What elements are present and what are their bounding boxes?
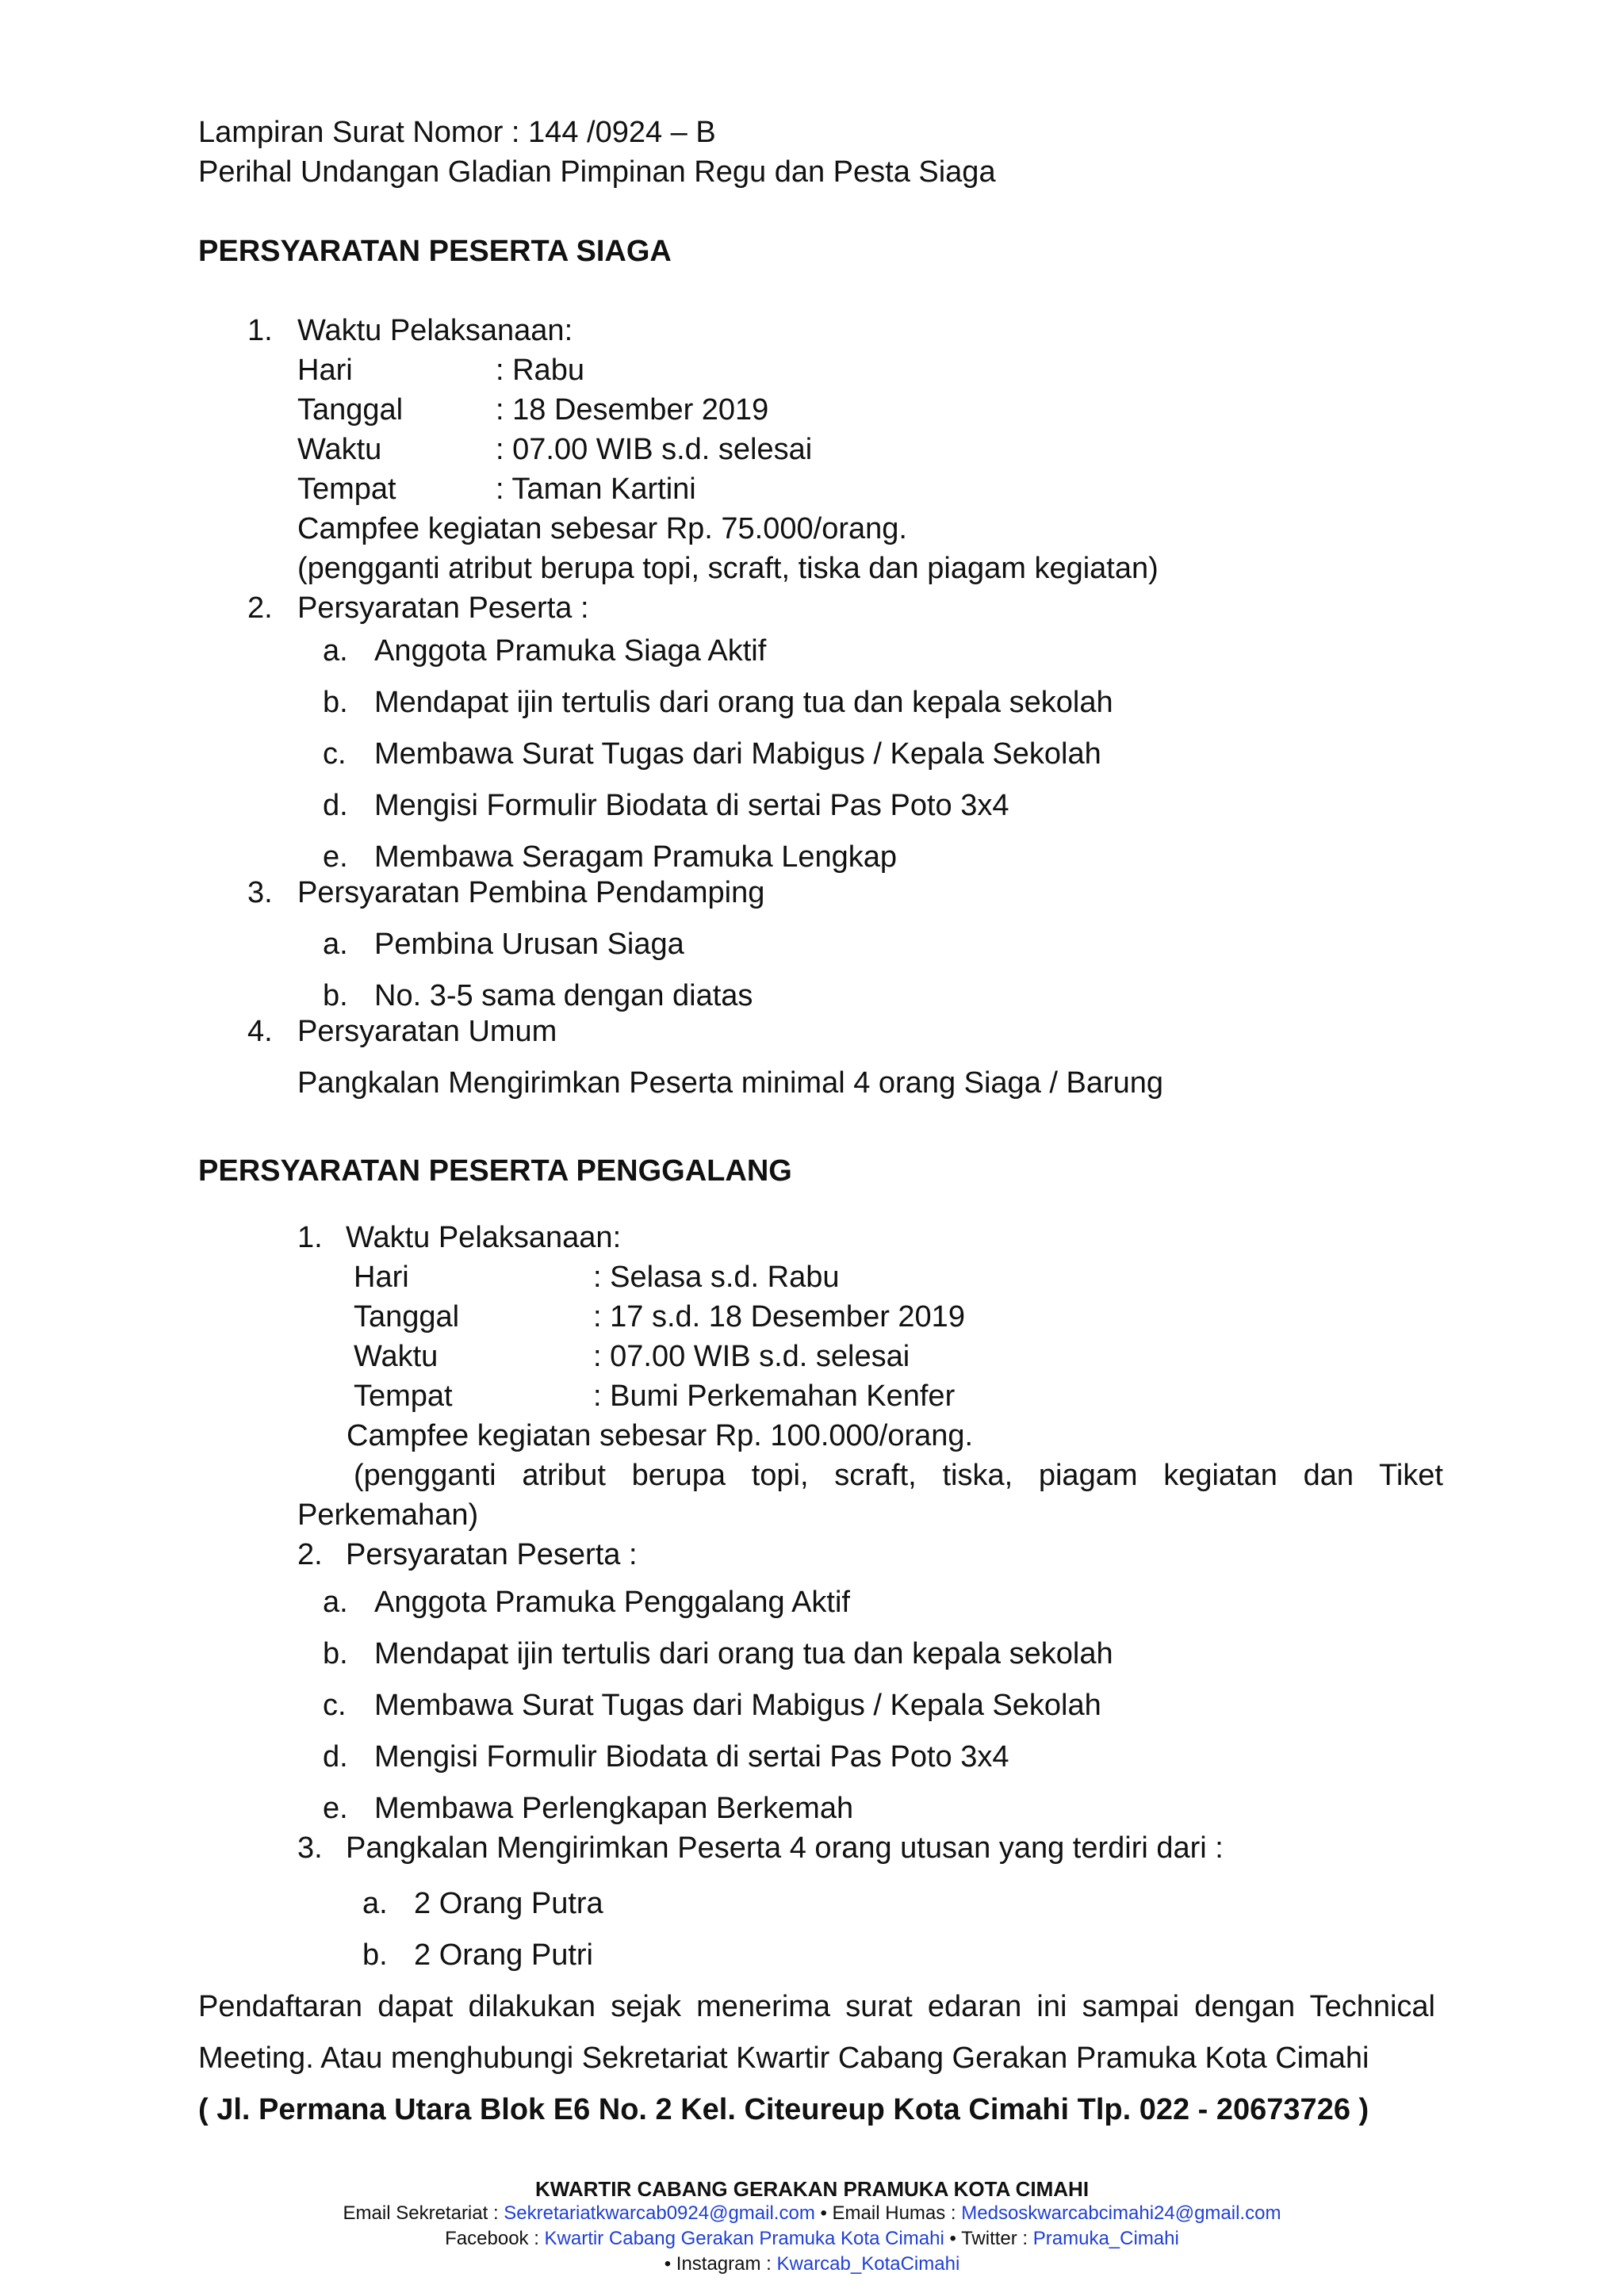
siaga-req-c-letter: c. — [323, 737, 347, 771]
siaga-pembina-b: No. 3-5 sama dengan diatas — [374, 979, 753, 1012]
penggalang-campfee-note-line1: (pengganti atribut berupa topi, scraft, tiska, piagam kegiatan dan Tiket — [354, 1459, 1443, 1492]
penggalang-item-3-number: 3. — [297, 1831, 323, 1865]
lampiran-line: Lampiran Surat Nomor : 144 /0924 – B — [198, 116, 716, 149]
penggalang-waktu-key: Waktu — [354, 1340, 439, 1373]
penggalang-item-3-label: Pangkalan Mengirimkan Peserta 4 orang utusan yang terdiri dari : — [346, 1831, 1224, 1865]
email-humas-label: • Email Humas : — [814, 2202, 962, 2224]
siaga-item-1-number: 1. — [247, 314, 273, 347]
siaga-req-a: Anggota Pramuka Siaga Aktif — [374, 634, 767, 668]
footer-org-name: KWARTIR CABANG GERAKAN PRAMUKA KOTA CIMAHI — [534, 2177, 1090, 2201]
penggalang-req-c: Membawa Surat Tugas dari Mabigus / Kepala Sekolah — [374, 1689, 1101, 1722]
penggalang-req-d: Mengisi Formulir Biodata di sertai Pas Poto 3x4 — [374, 1740, 1009, 1774]
siaga-req-b: Mendapat ijin tertulis dari orang tua dan kepala sekolah — [374, 686, 1113, 719]
penggalang-waktu-value: : 07.00 WIB s.d. selesai — [593, 1340, 910, 1373]
penggalang-utusan-b-letter: b. — [362, 1938, 388, 1972]
siaga-waktu-value: : 07.00 WIB s.d. selesai — [496, 433, 813, 466]
siaga-pembina-a-letter: a. — [323, 928, 348, 961]
siaga-req-c: Membawa Surat Tugas dari Mabigus / Kepala Sekolah — [374, 737, 1101, 771]
penggalang-item-2-label: Persyaratan Peserta : — [346, 1538, 638, 1571]
closing-line-2: Meeting. Atau menghubungi Sekretariat Kwartir Cabang Gerakan Pramuka Kota Cimahi — [198, 2042, 1369, 2075]
siaga-req-b-letter: b. — [323, 686, 348, 719]
penggalang-utusan-b: 2 Orang Putri — [414, 1938, 593, 1972]
siaga-item-3-number: 3. — [247, 876, 273, 909]
email-secretariat-label: Email Sekretariat : — [343, 2202, 504, 2224]
footer-instagram-line — [0, 2252, 1624, 2277]
siaga-item-2-number: 2. — [247, 591, 273, 625]
siaga-tempat-value: : Taman Kartini — [496, 473, 696, 506]
siaga-req-d-letter: d. — [323, 789, 348, 822]
siaga-item-1-label: Waktu Pelaksanaan: — [297, 314, 573, 347]
siaga-tanggal-value: : 18 Desember 2019 — [496, 393, 769, 427]
siaga-req-e: Membawa Seragam Pramuka Lengkap — [374, 840, 898, 874]
penggalang-req-e: Membawa Perlengkapan Berkemah — [374, 1792, 854, 1825]
penggalang-req-b-letter: b. — [323, 1637, 348, 1670]
perihal-line: Perihal Undangan Gladian Pimpinan Regu dan Pesta Siaga — [198, 155, 996, 189]
siaga-hari-key: Hari — [297, 354, 353, 387]
penggalang-tempat-value: : Bumi Perkemahan Kenfer — [593, 1380, 956, 1413]
penggalang-req-c-letter: c. — [323, 1689, 347, 1722]
facebook-label: Facebook : — [445, 2228, 545, 2249]
siaga-pembina-a: Pembina Urusan Siaga — [374, 928, 684, 961]
siaga-pembina-b-letter: b. — [323, 979, 348, 1012]
penggalang-section-title: PERSYARATAN PESERTA PENGGALANG — [198, 1154, 792, 1188]
penggalang-hari-key: Hari — [354, 1261, 409, 1294]
siaga-item-3-label: Persyaratan Pembina Pendamping — [297, 876, 765, 909]
footer-email-line — [0, 2201, 1624, 2226]
siaga-item-4-number: 4. — [247, 1015, 273, 1048]
penggalang-req-a-letter: a. — [323, 1586, 348, 1619]
closing-line-1: Pendaftaran dapat dilakukan sejak menerima surat edaran ini sampai dengan Technical — [198, 1990, 1435, 2023]
siaga-campfee: Campfee kegiatan sebesar Rp. 75.000/orang. — [297, 512, 907, 545]
instagram-label: • Instagram : — [664, 2253, 777, 2275]
twitter-link[interactable]: Pramuka_Cimahi — [1032, 2228, 1179, 2249]
siaga-campfee-note: (pengganti atribut berupa topi, scraft, tiska dan piagam kegiatan) — [297, 552, 1159, 585]
siaga-section-title: PERSYARATAN PESERTA SIAGA — [198, 235, 672, 268]
footer-social-line — [0, 2226, 1624, 2252]
penggalang-campfee-note-line2: Perkemahan) — [297, 1498, 479, 1532]
penggalang-utusan-a-letter: a. — [362, 1887, 388, 1920]
facebook-link[interactable]: Kwartir Cabang Gerakan Pramuka Kota Cimahi — [544, 2228, 944, 2249]
siaga-req-a-letter: a. — [323, 634, 348, 668]
penggalang-tempat-key: Tempat — [354, 1380, 453, 1413]
penggalang-item-1-number: 1. — [297, 1221, 323, 1254]
penggalang-item-2-number: 2. — [297, 1538, 323, 1571]
penggalang-req-e-letter: e. — [323, 1792, 348, 1825]
siaga-item-2-label: Persyaratan Peserta : — [297, 591, 589, 625]
siaga-req-d: Mengisi Formulir Biodata di sertai Pas Poto 3x4 — [374, 789, 1009, 822]
siaga-hari-value: : Rabu — [496, 354, 584, 387]
penggalang-req-b: Mendapat ijin tertulis dari orang tua dan kepala sekolah — [374, 1637, 1113, 1670]
siaga-req-e-letter: e. — [323, 840, 348, 874]
penggalang-item-1-label: Waktu Pelaksanaan: — [346, 1221, 622, 1254]
secretariat-address: ( Jl. Permana Utara Blok E6 No. 2 Kel. Citeureup Kota Cimahi Tlp. 022 - 20673726 ) — [198, 2093, 1369, 2126]
penggalang-utusan-a: 2 Orang Putra — [414, 1887, 603, 1920]
siaga-item-4-label: Persyaratan Umum — [297, 1015, 557, 1048]
twitter-label: • Twitter : — [944, 2228, 1033, 2249]
instagram-link[interactable]: Kwarcab_KotaCimahi — [776, 2253, 960, 2275]
siaga-umum-text: Pangkalan Mengirimkan Peserta minimal 4 orang Siaga / Barung — [297, 1066, 1164, 1100]
penggalang-req-a: Anggota Pramuka Penggalang Aktif — [374, 1586, 850, 1619]
penggalang-tanggal-value: : 17 s.d. 18 Desember 2019 — [593, 1300, 965, 1334]
penggalang-req-d-letter: d. — [323, 1740, 348, 1774]
penggalang-hari-value: : Selasa s.d. Rabu — [593, 1261, 840, 1294]
email-humas-link[interactable]: Medsoskwarcabcimahi24@gmail.com — [961, 2202, 1281, 2224]
penggalang-campfee: Campfee kegiatan sebesar Rp. 100.000/orang. — [347, 1419, 974, 1452]
siaga-tempat-key: Tempat — [297, 473, 396, 506]
siaga-waktu-key: Waktu — [297, 433, 382, 466]
email-secretariat-link[interactable]: Sekretariatkwarcab0924@gmail.com — [504, 2202, 815, 2224]
penggalang-tanggal-key: Tanggal — [354, 1300, 460, 1334]
siaga-tanggal-key: Tanggal — [297, 393, 404, 427]
